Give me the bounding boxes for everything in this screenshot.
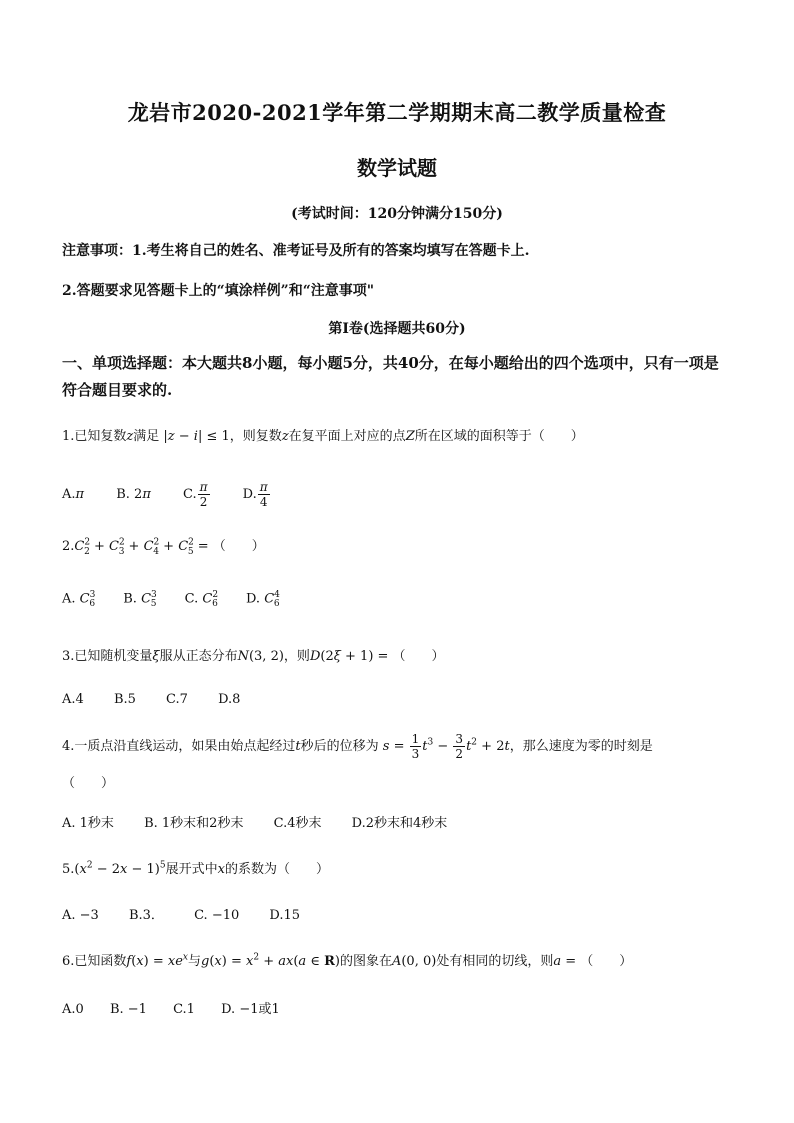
option-c: C. −10 [194,908,240,923]
option-b: B.3． [128,908,164,923]
question-2-options [62,590,280,609]
option-c: C.4秒末 [273,816,322,831]
note-line-1: 注意事项：1.考生将自己的姓名、准考证号及所有的答案均填写在答题卡上. [62,243,530,259]
question-4: 4.一质点沿直线运动，如果由始点起经过t秒后的位移为 s = $\frac{1}{3}$ $t^3$ − $\frac{3}{2}$ $t^2 + 2t$，那么速度为零的时刻是 [62,732,653,761]
option-d: D.15 [269,908,301,923]
option-d: D. −1或1 [221,1002,280,1017]
option-d: D. $\frac{\pi}{4}$ [242,480,268,509]
option-b: B. $C^3_5$ [123,590,157,609]
option-c: C. $C^2_6$ [184,590,219,609]
question-3: 3.已知随机变量ξ服从正态分布N(3, 2)，则D(2ξ + 1) = （ ） [62,649,445,664]
question-4-options [62,812,447,831]
question-6: 6.已知函数$f(x) = xe^x$与$g(x) = x^2 + ax(a$ ∈ R)的图象在A(0, 0)处有相同的切线，则a = （ ） [62,952,633,969]
option-c: C.7 [166,692,188,707]
question-2: $2.C^2_2 + C^2_3 + C^2_4 + C^2_5$ = （ ） [62,537,265,557]
option-a: A.π [62,487,85,502]
option-a: A.0 [62,1002,84,1017]
question-5-options [62,904,300,923]
option-c: C. $\frac{\pi}{2}$ [183,480,208,509]
section-description: 一、单项选择题：本大题共8小题，每小题5分，共40分，在每小题给出的四个选项中，只有一项是符合题目要求的. [62,354,719,399]
page-subtitle: 数学试题 [357,156,437,180]
question-3-options [62,692,240,707]
option-d: D.2秒末和4秒末 [351,816,448,831]
exam-time: (考试时间：120分钟满分150分) [291,206,503,222]
question-1-options [62,480,271,509]
option-a: A.4 [62,692,84,707]
option-b: B.5 [113,692,136,707]
option-b: B. −1 [109,1002,147,1017]
page-title: 龙岩市2020-2021学年第二学期期末高二教学质量检查 [127,100,667,125]
option-a: A. 1秒末 [62,816,114,831]
option-b: B. 1秒末和2秒末 [144,816,244,831]
option-d: D. $C^4_6$ [245,590,280,609]
question-6-options [62,998,280,1017]
question-1: 1.已知复数z满足 |z − i| ≤ 1，则复数z在复平面上对应的点Z所在区域的面积等于（ ） [62,429,584,444]
question-5: $5.(x^2 - 2x - 1)^5$展开式中x的系数为（ ） [62,860,329,877]
option-a: A. $C^3_6$ [62,590,96,609]
option-c: C.1 [173,1002,195,1017]
note-line-2: 2.答题要求见答题卡上的“填涂样例”和“注意事项" [62,283,375,299]
question-4-line-2: （ ） [62,776,115,791]
option-b: B. 2π [116,487,151,502]
option-d: D.8 [218,692,241,707]
option-a: A. −3 [62,908,99,923]
section-heading: 第I卷(选择题共60分) [328,321,466,337]
